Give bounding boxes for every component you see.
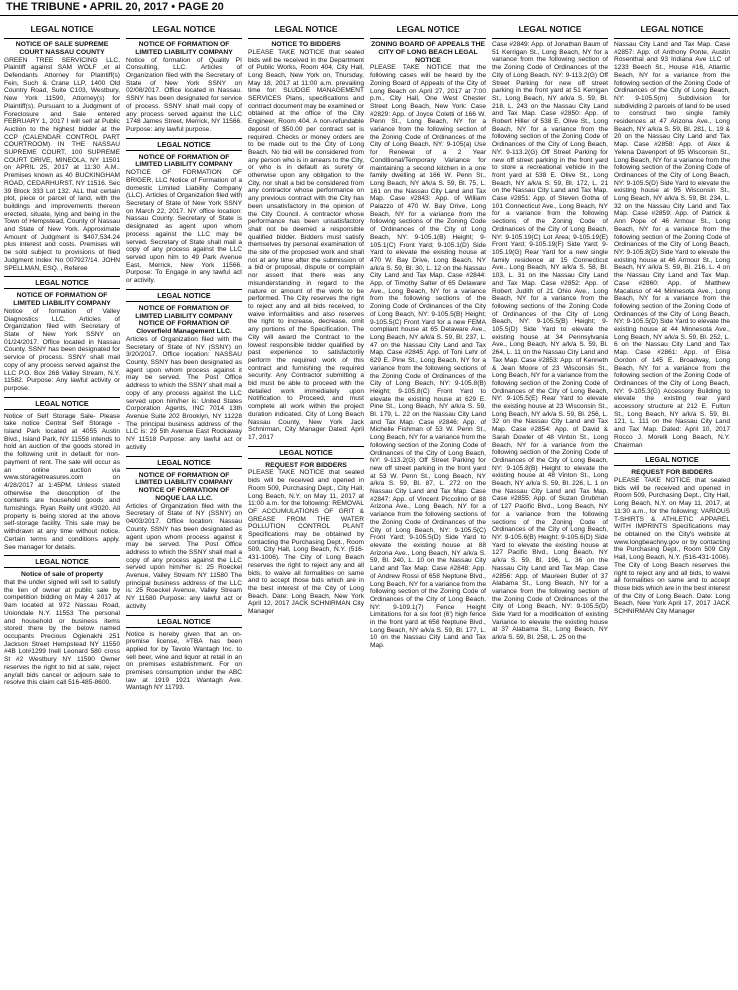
notice-title: ZONING BOARD OF APPEALS THE CITY OF LONG BEACH LEGAL NOTICE: [371, 41, 485, 64]
column-header: LEGAL NOTICE: [492, 24, 608, 39]
legal-column: [4, 24, 120, 986]
notice-separator: LEGAL NOTICE: [4, 397, 120, 410]
notice-body: PLEASE TAKE NOTICE that the following cases will be heard by the Zoning Board of Appeals of the City of Long Beach on April 27, 2017 at 7:00 p.m., City Hall, One West Chester Street Long Beach, New York: Case #2829: App. of Joyce Coletti of 166 W. Penn St., Long Beach, NY for a variance from the following section of the Zoning Code of Ordinances of the City of Long Beach, NY: 9-105(a) Use for Renewal of a 2 Year Conditional/Temporary Variance for maintaining a second kitchen in a one family dwelling at 166 W. Penn St., Long Beach, NY a/k/a S. 59, Bl. 75, L. 161 on the Nassau City Land and Tax Map. Case #2843: App. of William Palazzo of 470 W. Bay Drive, Long Beach, NY for a variance from the following sections of the Zoning Code of Ordinances of the City of Long Beach, NY: 9-105.1(B) Height; 9-105.1(C) Front Yard; 9-105.1(D) Side Yard to elevate the existing house at 470 W. Bay Drive, Long Beach, NY a/k/a S. 59, Bl. 30, L. 12 on the Nassau City Land and Tax Map. Case #2844: App. of Timothy Salter of 65 Delaware Ave., Long Beach, NY for a variance from the following sections of the Zoning Code of Ordinances of the City of Long Beach, NY: 9-105.5(B) Height; 9-105.5(C) Front Yard for a new FEMA compliant house at 65 Delaware Ave., Long Beach, NY a/k/a S. 59, Bl. 237, L. 47 on the Nassau City Land and Tax Map. Case #2845: App. of Toni Lehr of 629 E. Pine St., Long Beach, NY for a variance from the following sections of the Zoning Code of Ordinances of the City of Long Beach, NY: 9-105.8(B) Height; 9-105.8(C) Front Yard to elevate the existing house at 629 E. Pine St., Long Beach, NY a/k/a S. 59, Bl. 179, L. 22 on the Nassau City Land and Tax Map. Case #2846: App. of Michelle Fishman of 53 W. Penn St., Long Beach, NY for a variance from the following section of the Zoning Code of Ordinances of the City of Long Beach, NY: 9-113.2(G) Off Street Parking for new off street parking in the front yard at 53 W. Penn St., Long Beach, NY a/k/a S. 59, Bl. 87, L. 272 on the Nassau City Land and Tax Map. Case #2847: App. of Vincent Piccolino of 88 Arizona Ave., Long Beach, NY for a variance from the following sections of the Zoning Code of Ordinances of the City of Long Beach, NY: 9-105.5(C) Front Yard; 9-105.5(D) Side Yard to elevate the existing house at 88 Arizona Ave., Long Beach, NY a/k/a S. 59, Bl. 240, L. 10 on the Nassau City Land and Tax Map. Case #2848: App. of Andrew Rossi of 658 Neptune Blvd., Long Beach, NY for a variance from the following section of the Zoning Code of Ordinances of the City of Long Beach, NY: 9-109.1(7) Fence Height Limitations for a six foot (6') high fence in the front yard at 658 Neptune Blvd., Long Beach, NY a/k/a S. 59, Bl. 177, L. 10 on the Nassau City Land and Tax Map.: [370, 64, 488, 650]
legal-notice: [126, 41, 242, 134]
notice-body: Case #2849: App. of Jonathan Baum of 51 Kerrigan St., Long Beach, NY for a variance from the following section of the Zoning Code of Ordinances of the City of Long Beach, NY: 9-113.2(G) Off Street Parking for new off street parking in the front yard at 51 Kerrigan St., Long Beach, NY a/k/a S. 59, Bl. 218, L. 243 on the Nassau City Land and Tax Map. Case #2850: App. of Robert Hiller of 538 E. Olive St., Long Beach, NY for a variance from the following section of the Zoning Code of Ordinances of the City of Long Beach, NY: 9-113.2(G) Off Street Parking for new off street parking in the front yard to store a recreational vehicle in the front yard at 538 E. Olive St., Long Beach, NY a/k/a S. 59, Bl. 172, L. 21 on the Nassau City Land and Tax Map. Case #2851: App. of Steven Gotha of 101 Connecticut Ave., Long Beach, NY for a variance from the following sections of the Zoning Code of Ordinances of the City of Long Beach, NY: 9-105.19(C) Lot Area; 9-105.19(E) Front Yard; 9-105.19(F) Side Yard; 9-105.19(G) Rear Yard for a new single family residence at 15 Connecticut Ave., Long Beach, NY a/k/a S. 58, Bl. 103, L. 31 on the Nassau City Land and Tax Map. Case #2852: App. of Robert Judith of 21 Ohio Ave., Long Beach, NY for a variance from the following sections of the Zoning Code of Ordinances of the City of Long Beach, NY: 9-105.5(B) Height; 9-105.5(D) Side Yard to elevate the existing house at 34 Pennsylvania Ave., Long Beach, NY a/k/a S. 59, Bl. 264, L. 11 on the Nassau City Land and Tax Map. Case #2853: App. of Kenneth & Jean Moore of 23 Wisconsin St., Long Beach, NY for a variance from the following section of the Zoning Code of Ordinances of the City of Long Beach, NY: 9-105.5(E) Rear Yard to elevate the existing house at 23 Wisconsin St., Long Beach, NY a/k/a S. 59, Bl. 256, L. 32 on the Nassau City Land and Tax Map. Case #2854: App. of David & Sarah Dowler of 48 Vinton St., Long Beach, NY for a variance from the following section of the Zoning Code of Ordinances of the City of Long Beach, NY: 9-105.8(B) Height to elevate the existing house at 48 Vinton St., Long Beach, NY a/k/a S. 59, Bl. 226, L. 1 on the Nassau City Land and Tax Map. Case #2855: App. of Suzan Grubman of 127 Pacific Blvd., Long Beach, NY for a variance from the following sections of the Zoning Code of Ordinances of the City of Long Beach, NY: 9-105.6(B) Height; 9-105.6(D) Side Yard to elevate the existing house at 127 Pacific Blvd., Long Beach, NY a/k/a S. 59, Bl. 196, L. 36 on the Nassau City Land and Tax Map. Case #2856: App. of Maureen Butler of 37 Alabama St., Long Beach, NY for a variance from the following section of the Zoning Code of Ordinances of the City of Long Beach, NY: 9-105.5(D) Side Yard for a modification of existing Variance to elevate the existing house at 37 Alabama St., Long Beach, NY a/k/a S. 59, Bl. 258, L. 25 on the: [492, 41, 610, 642]
notice-title: NOTICE TO BIDDERS: [271, 41, 341, 48]
legal-notice: [248, 462, 364, 616]
notice-body: Notice of formation of Quality PI Consulting, LLC. Articles of Organization filed with the Secretary of State of New York SSNY on 02/08/2017. Office located in Nassau. SSNY has been designated for service of process. SSNY shall mail copy of any process served against the LLC 1748 James Street, Merrick, NY 11566. Purpose: any lawful purpose.: [126, 56, 244, 133]
notice-body: PLEASE TAKE NOTICE that sealed bids will be received and opened in Room 509, Purchasing Dept., City Hall, Long Beach, N.Y. on May 11, 2017 at 11:00 a.m. for the following: REMOVAL OF ACCUMULATIONS OF GRIT & GREASE FROM THE WATER POLLUTION CONTROL PLANT Specifications may be obtained by contacting the Purchasing Dept., Room 509, City Hall, Long Beach, N.Y. (516-431-1006). The City of Long Beach reserves the right to reject any and all bids, to waive all formalities on same and to accept those bids which are in the best interest of the City of Long Beach. Date: Long Beach, New York April 12, 2017 JACK SCHNIRMAN City Manager: [248, 469, 366, 616]
legal-column: [370, 24, 486, 986]
notice-title: REQUEST FOR BIDDERS: [631, 469, 713, 477]
notice-body: GREEN TREE SERVICING LLC, Plaintiff against SAM WOLF ,et al Defendants Attorney for Plaintiff(s) Fein, Such & Crane LLP, 1400 Old Country Road, Suite C103, Westbury, New York 11590, Attorney(s) for Plaintiff(s). Pursuant to a Judgment of Foreclosure and Sale entered FEBRUARY 1, 2017 I will sell at Public Auction to the highest bidder at the CCP (CALENDAR CONTROL PART COURTROOM) IN THE NASSAU SUPREME COURT, 100 SUPREME COURT DRIVE, MINEOLA, NY 11501 on APRIL 25, 2017 at 11:30 A.M.. Premises known as 40 BUCKINGHAM ROAD, CEDARHURST, NY 11516. Sec 39 Block 333 Lot 132. ALL that certain plot, piece or parcel of land, with the buildings and improvements thereon erected, situate, lying and being in the Town of Hempstead, County of Nassau and State of New York. Approximate Amount of Judgment is $407,534.24 plus interest and costs. Premises will be sold subject to provisions of filed Judgment Index No 007927/14. JOHN SPELLMAN, ESQ. , Referee: [4, 56, 122, 272]
legal-notice: [614, 41, 730, 449]
legal-notice: [4, 41, 120, 272]
notice-separator: LEGAL NOTICE: [4, 276, 120, 289]
column-header: LEGAL NOTICE: [614, 24, 730, 39]
notice-body: Notice of formation of Valley Diagnostics LLC. Articles of Organization filed with Secretary of State of New York SSNY on 01/24/2017. Office located in Nassau County. SSNY has been designated for service of process. SSNY shall mail copy of any process served against the LLC P.O. Box 268 Valley Stream, N.Y. 11582. Purpose: Any lawful activity or purpose.: [4, 307, 122, 392]
legal-column: [126, 24, 242, 986]
notice-title: Notice of sale of property: [21, 571, 103, 579]
notice-separator: LEGAL NOTICE: [248, 446, 364, 459]
notice-title: NOTICE OF FORMATION OF LIMITED LIABILITY COMPANY NOTICE OF FORMATION OF Cloverfield Management LLC.: [135, 304, 233, 336]
notice-body: that the under signed will sell to satisfy the lien of owner at public sale by competition bidding on May 4 2017 at 9am located at 972 Nassau Road, Uniondale N.Y. 11553 The personal and household or business items stored there by the below named occupants Precious Ogienakhi 251 Jackson Street Hempstead NY 11550 #4B Lot#1299 Inell Leonard 580 cross St #2 Westbury NY 11590 Owner reserves the right to bid at sale, reject any/all bids cancel or adjourn sale to resolve this claim call 516-485-8600.: [4, 579, 122, 687]
notice-separator: LEGAL NOTICE: [614, 453, 730, 466]
notice-body: PLEASE TAKE NOTICE that sealed bids will be received in the Department of Public Works, Room 404, City Hall, Long Beach, New York on, Thursday, May 18, 2017 at 11:00 a.m. prevailing time for: SLUDGE MANAGEMENT SERVICES Plans, specifications and contract document may be examined or obtained at the office of the City Engineer, Room 404. A non-refundable deposit of $50.00 per contract set is required. Checks or money orders are to be made out to the City of Long Beach. No bid will be considered from any person who is in arrears to the City, or who is in default as surety or otherwise upon any obligation to the City, nor shall a bid be considered from any contractor whose performance on any previous contract with the City has been unsatisfactory in the opinion of the City Council. A contractor whose performance has been unsatisfactory shall not be deemed a responsible qualified bidder. Bidders must satisfy themselves by personal examination of the site of the proposed work and shall not at any time after the submission of a bid or proposal, dispute or complain nor assert that there was any misunderstanding in regard to the nature or amount of the work to be performed. The City reserves the right to reject any and all bids received, to waive informalities and also reserves the right to increase, decrease, omit any portions of the Specification. The City will award the Contract to the lowest responsible bidder qualified by past experience to satisfactorily perform the required work of this contract and furnishing the required security. Any Contractor submitting a bid must be able to proceed with the detailed work immediately upon Notification to Proceed, and must complete all work within the project duration indicated. City of Long Beach Nassau County, New York Jack Schnirman, City Manager Dated: April 17, 2017: [248, 48, 366, 441]
notice-title: NOTICE OF SALE SUPREME COURT NASSAU COUNTY: [15, 41, 109, 56]
column-header: LEGAL NOTICE: [126, 24, 242, 39]
notice-title: REQUEST FOR BIDDERS: [265, 461, 347, 469]
legal-notice: [248, 41, 364, 442]
notice-separator: LEGAL NOTICE: [126, 289, 242, 302]
legal-notice: [4, 413, 120, 552]
notice-body: Notice is hereby given that an on-premise license, #TBA has been applied for by Tavolo Wantagh Inc. to sell beer, wine and liquor at retail in an on premises establishment. For on premises consumption under the ABC law at 1919 1921 Wantagh Ave. Wantagh NY 11793.: [126, 630, 244, 692]
legal-column: [248, 24, 364, 986]
notice-separator: LEGAL NOTICE: [126, 456, 242, 469]
legal-notice: [126, 305, 242, 452]
column-header: LEGAL NOTICE: [248, 24, 364, 39]
legal-notice: [126, 472, 242, 611]
legal-columns: [4, 24, 734, 986]
legal-notice: [126, 154, 242, 285]
notice-separator: LEGAL NOTICE: [126, 138, 242, 151]
notice-title: NOTICE OF FORMATION OF LIMITED LIABILITY COMPANY: [135, 153, 233, 169]
notice-body: Articles of Organization filed with the Secretary of State of NY (SSNY) on 04/03/2017. Office location: Nassau County. SSNY has been designated as agent upon whom process against it may be served. The Post Office address to which the SSNY shall mail a copy of any process against the LLC served upon him/her is: 25 Roeckel Avenue, Valley Stream NY 11580 The principal business address of the LLC is: 25 Roeckel Avenue, Valley Stream NY 11580 Purpose: any lawful act or activity: [126, 502, 244, 610]
notice-body: PLEASE TAKE NOTICE that sealed bids will be received and opened in Room 509, Purchasing Dept., City Hall, Long Beach, N.Y. on May 11, 2017, at 11:30 a.m., for the following: VARIOUS T-SHIRTS & ATHLETIC APPAREL WITH IMPRINTS Specifications may be obtained on the City's website at www.longbeachny.gov or by contacting the Purchasing Dept., Room 509 City Hall, Long Beach, N.Y. (516-431-1006). The City of Long Beach reserves the right to reject any and all bids, to waive all formalities on same and to accept those bids which are in the best interest of the City of Long Beach. Date: Long Beach, New York April 17, 2017 JACK SCHNIRMAN City Manager: [614, 477, 732, 616]
top-rule: [0, 15, 738, 16]
masthead: THE TRIBUNE • APRIL 20, 2017 • PAGE 20: [6, 1, 224, 13]
notice-separator: LEGAL NOTICE: [126, 615, 242, 628]
column-header: LEGAL NOTICE: [4, 24, 120, 39]
legal-notice: [492, 41, 608, 642]
notice-body: Nassau City Land and Tax Map. Case #2857: App. of Anthony Ponte, Austin Rosenthal and 93 Indiana Ave LLC of 1233 Beech St., House #16, Atlantic Beach, NY for a variance from the following section of the Zoning Code of Ordinances of the City of Long Beach, NY: 9-105.5(m) Subdivision for subdividing 2 parcels of land to be used to construct two single family residences at 47 Arizona Ave., Long Beach, NY a/k/a S. 59, Bl. 281, L. 19 & 20 on the Nassau City Land and Tax Map. Case #2858: App. of Alex & Yelena Davenport of 95 Wisconsin St., Long Beach, NY for a variance from the following section of the Zoning Code of Ordinances of the City of Long Beach, NY: 9-105.5(D) Side Yard to elevate the existing house at 95 Wisconsin St., Long Beach, NY a/k/a S. 59, Bl. 234, L. 32 on the Nassau City Land and Tax Map. Case #2859: App. of Patrick & Ann Pope of 46 Armour St., Long Beach, NY for a variance from the following section of the Zoning Code of Ordinances of the City of Long Beach, NY: 9-105.8(D) Side Yard to elevate the existing house at 46 Armour St., Long Beach, NY a/k/a S. 59, Bl. 216, L. 4 on the Nassau City Land and Tax Map. Case #2860: App. of Matthew Macaluso of 44 Minnesota Ave., Long Beach, NY for a variance from the following section of the Zoning Code of Ordinances of the City of Long Beach, NY: 9-105.5(D) Side Yard to elevate the existing house at 44 Minnesota Ave., Long Beach, NY a/k/a S. 59, Bl. 252, L. 6 on the Nassau City Land and Tax Map. Case #2861: App. of Elisa Gordon of 145 E. Broadway, Long Beach, NY for a variance from the following section of the Zoning Code of Ordinances of the City of Long Beach, NY: 9-105.3(G) Accessory Building to elevate the existing rear yard accessory structure at 212 E. Fulton St., Long Beach, NY a/k/a S. 59, Bl. 121, L. 111 on the Nassau City Land and Tax Map. Dated: April 10, 2017 Rocco J. Morelli Long Beach, N.Y. Chairman: [614, 41, 732, 449]
legal-notice: [370, 41, 486, 650]
legal-notice: [614, 469, 730, 615]
notice-title: NOTICE OF FORMATION OF LIMITED LIABILITY COMPANY: [135, 41, 233, 56]
legal-column: [614, 24, 730, 986]
legal-notice: [126, 631, 242, 693]
legal-column: [492, 24, 608, 986]
notice-body: Notice of Self Storage Sale- Please take notice Central Self Storage - Island Park located at 4055 Austin Blvd., Island Park, NY 11558 intends to hold an auction of the goods stored in the following unit in default for non-payment of rent. The sale will occur as an online auction via www.storagetreasures.com on 4/28/2017 at 1:45PM. Unless stated otherwise the description of the contents are household goods and furnishings. Ryan Reilly unit #3020. All property is being stored at the above self-storage facility. This sale may be withdrawn at any time without notice. Certain terms and conditions apply. See manager for details.: [4, 412, 122, 551]
column-header: LEGAL NOTICE: [370, 24, 486, 39]
notice-title: NOTICE OF FORMATION OF LIMITED LIABILITY COMPANY NOTICE OF FORMATION OF NOQUE LAA LLC.: [135, 471, 233, 502]
legal-notice: [4, 571, 120, 687]
notice-separator: LEGAL NOTICE: [4, 555, 120, 568]
notice-body: NOTICE OF FORMATION OF BRIGER, LLC Notice of Formation of a domestic Limited Liability Company (LLC). Articles of Organization filed with Secretary of State of New York SSNY on March 22, 2017. NY office location: Nassau County. Secretary of State is designated as agent upon whom process against the LLC may be served. Secretary of State shall mail a copy of any process against the LLC served upon him to 49 Park Avenue East, Merrick, New York 11566. Purpose: To Engage in any lawful act or activity.: [126, 169, 244, 285]
notice-body: Articles of Organization filed with the Secretary of State of NY (SSNY) on 3/20/2017. Office location: NASSAU County. SSNY has been designated as agent upon whom process against it may be served. The Post Office address to which the SSNY shall mail a copy of any process against the LLC served upon him/her is: United States Corporation Agents, INC 7014 13th Avenue Suite 202 Brooklyn, NY 11228 The principal business address of the LLC is: 29 5th Avenue East Rockaway NY 11518 Purpose: any lawful act or activity: [126, 335, 244, 451]
notice-title: NOTICE OF FORMATION OF LIMITED LIABILITY COMPANY: [13, 292, 111, 308]
legal-notice: [4, 292, 120, 392]
